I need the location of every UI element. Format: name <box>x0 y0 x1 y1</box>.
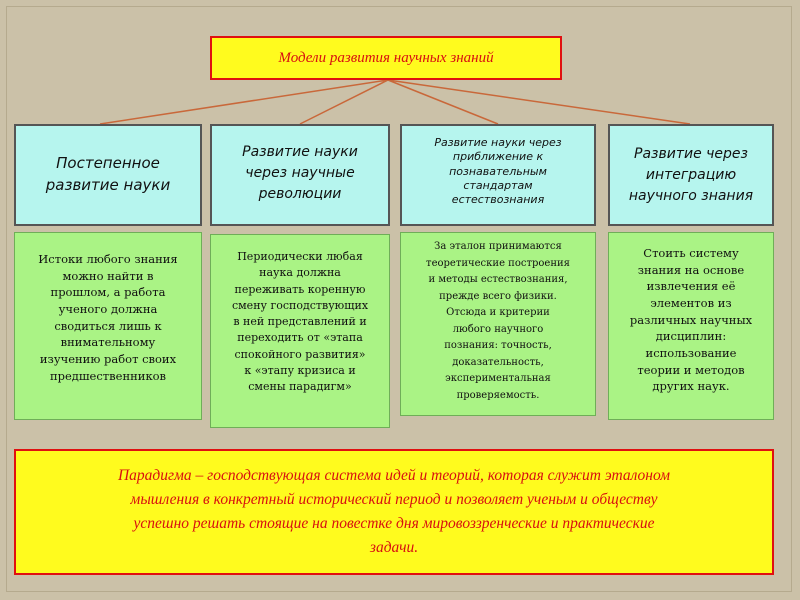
description-line: переходить от «этапа <box>237 331 363 345</box>
model-heading-natural-science <box>400 124 596 226</box>
description-line: различных научных <box>629 312 753 327</box>
description-line: прежде всего физики. <box>439 290 557 302</box>
diagram-title <box>210 36 562 80</box>
description-line: и методы естествознания, <box>428 274 568 285</box>
definition-line: успешно решать стоящие на повестке дня мировоззренческие и практические <box>133 515 655 532</box>
description-line: экспериментальная <box>445 373 551 384</box>
description-line: доказательность, <box>452 356 544 368</box>
description-line: к «этапу кризиса и <box>244 363 356 377</box>
description-line: Стоить систему <box>643 246 739 260</box>
description-line: наука должна <box>259 266 341 280</box>
description-line: теоретические построения <box>426 257 570 269</box>
description-line: знания на основе <box>637 262 745 277</box>
description-line: смены парадигм» <box>248 380 352 394</box>
description-line: Истоки любого знания <box>38 252 178 266</box>
heading-line: стандартам <box>463 178 533 192</box>
description-line: внимательному <box>60 335 156 350</box>
model-heading-revolutions <box>210 124 390 226</box>
heading-line: через научные <box>245 165 355 181</box>
description-line: в ней представлений и <box>233 315 367 329</box>
description-line: можно найти в <box>62 268 154 283</box>
description-line: дисциплин: <box>655 329 727 344</box>
heading-line: научного знания <box>628 188 754 204</box>
paradigm-definition <box>14 449 774 575</box>
heading-line: естествознания <box>451 193 545 207</box>
heading-line: революции <box>258 186 342 202</box>
heading-line: приближение к <box>452 150 544 164</box>
description-line: проверяемость. <box>456 389 540 401</box>
description-line: извлечения её <box>646 279 736 294</box>
heading-line: познавательным <box>449 164 547 178</box>
description-line: сводиться лишь к <box>54 318 162 333</box>
definition-line: задачи. <box>369 539 419 557</box>
model-description-revolutions <box>210 234 390 428</box>
description-line: познания: точность, <box>444 340 552 351</box>
description-line: спокойного развития» <box>234 347 366 361</box>
heading-line: развитие науки <box>45 176 171 194</box>
description-line: изучению работ своих <box>39 352 177 367</box>
connector-line-4 <box>388 80 690 124</box>
description-line: прошлом, а работа <box>50 285 166 300</box>
description-line: Отсюда и критерии <box>446 307 550 318</box>
model-heading-integration <box>608 124 774 226</box>
description-line: теории и методов <box>637 362 745 377</box>
description-line: Периодически любая <box>237 250 363 263</box>
diagram-title-text: Модели развития научных знаний <box>278 49 494 66</box>
description-line: любого научного <box>452 323 544 335</box>
definition-line: мышления в конкретный исторический период и позволяет ученым и обществу <box>130 490 658 508</box>
model-description-natural-science <box>400 232 596 416</box>
model-description-gradual <box>14 232 202 420</box>
model-heading-gradual <box>14 124 202 226</box>
description-line: ученого должна <box>58 302 158 317</box>
heading-line: Развитие науки через <box>434 136 562 149</box>
description-line: предшественников <box>49 368 167 383</box>
heading-line: Развитие науки <box>242 144 358 160</box>
model-description-integration <box>608 232 774 420</box>
description-line: За эталон принимаются <box>434 241 562 252</box>
heading-line: Развитие через <box>634 146 748 162</box>
heading-line: интеграцию <box>645 167 737 183</box>
connector-line-3 <box>388 80 498 124</box>
definition-line: Парадигма – господствующая система идей и теорий, которая служит эталоном <box>117 466 671 484</box>
description-line: элементов из <box>650 296 732 311</box>
description-line: смену господствующих <box>231 298 369 312</box>
description-line: использование <box>645 346 737 361</box>
description-line: других наук. <box>652 379 730 394</box>
heading-line: Постепенное <box>56 154 160 173</box>
description-line: переживать коренную <box>234 282 366 296</box>
